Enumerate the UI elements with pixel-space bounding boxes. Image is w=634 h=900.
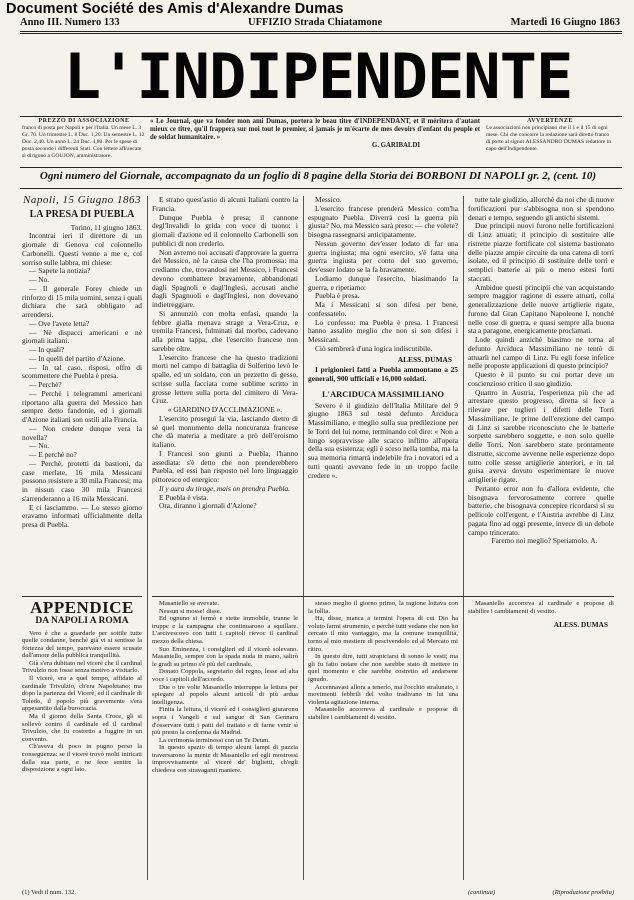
paragraph: stesso meglio il giorno primo, la ragione lottava con la follia. (308, 600, 458, 615)
paragraph: Il vicerè, era a quel tempo, affidato al cardinale Trivulzio, ch'era Napoletano; ma dopo la partenza del Vicerè, ed il cardinale di Toledo, il popolo più gravemente s'era appesantito dalla burocrazia. (22, 675, 142, 713)
paragraph: Il y aura du tirage, mais on prendra Puebla. (159, 483, 291, 493)
paragraph: — Ove l'avete letta? (29, 318, 90, 328)
paragraph: Già s'era dubitato nel vicerè che il cardinal Trivulzio non fosse senza motivo a visitarlo. (22, 659, 142, 675)
paragraph: Pertanto error non fu d'allora evidente, che bisognava fervorosamente correre quelle batterie, che bisognava concepire ricordarsi sì su pellicole coll'ergent, e l'Austria avrebbe di Linz pagata fino ad oggi presente, invece di un debole campo trincerato. (468, 483, 614, 537)
lower-right-column (308, 600, 458, 885)
paragraph: Ciò sembrerà d'una logica indiscutibile. (315, 343, 433, 353)
paragraph: I Francesi son giunti a Puebla, l'hanno assediata: s'è detto che non prenderebbero Puebla, ed essi han risposto nel loro linguaggio pittoresco ed energico: (152, 448, 298, 484)
paragraph: Masaniello se avevate. (159, 600, 219, 607)
paragraph: L'esercito francese che ha questo tradizioni morti nel campo di battaglia di Solferino levò le spalle, ed un soldato, con un pezzetto di gesso, scrisse sulla facciata come sublime scritto in grosse lettere sulla porta del cimitero di Vera-Cruz. (152, 352, 298, 406)
paragraph: In questo dire, tutti strapiciarsi di sonno le vesti; ma gli fu fatto notare che non sarebbe stato di mettere in quel momento e che sarebbe costretto ad andarsene ignudo. (308, 653, 458, 683)
appendice-title: APPENDICE (30, 600, 134, 617)
paragraph: Ora, diranno i giornali d'Azione? (159, 501, 257, 511)
appendice-column (22, 600, 142, 870)
paragraph: Puebla è presa. (315, 291, 360, 301)
paragraph: Severo è il giudizio dell'Italia Militare del 9 giugno 1863 sul testè defunto Arciduca Massimiliano, e meglio sulla sua predilezione per le Torri del lui nome, terminando col dire: « Non a lungo sopravvisse alle scacco inflitto all'opera della sua esistenza; egli è sceso nella tomba, ma la sua memoria rimarrà indelebile fra i novatori ed a tutti quanti avevano fede in un troppo facile credere ». (308, 400, 458, 480)
paragraph: E Puebla è vista. (159, 492, 209, 502)
column-3 (308, 196, 458, 591)
column-2 (152, 196, 298, 591)
paragraph: Vero è che a guardarle per sottile tutte quelle condanne, benchè già vi si sentisse la fortezza del tempo, parevano essere scusate dall'amore della pubblica tranquillità. (22, 629, 142, 660)
top-rule (20, 31, 622, 32)
paragraph: — Non credete dunque vera la novella? (22, 423, 142, 442)
column-divider (463, 196, 464, 880)
motto-signature: G. GARIBALDI (372, 142, 420, 149)
notice-box (486, 118, 614, 166)
paragraph: Si annunziò con molta enfasi, quando la febbre gialla menava strage a Vera-Cruz, e tremila Francesi, fulminati dal morbo, cadevano alla prima tappa, che l'esercito francese non sarebbe oltre. (152, 308, 298, 353)
paragraph: — No. (29, 275, 50, 284)
subscription-text: franco di posta per Napoli e per l'Italia. Un mese L. 3 Gr. 70. Un trimestre L. 8 Duc. 1,20. Un semestre L. 12 Duc. 2,40. Un anno L. 24 Duc. 4,80. Per le spese di posta secondo i differenti Stati. Con lettere affrancate si dirigono a GOUJON, amministratore. (22, 125, 145, 160)
paragraph: Messico. (315, 196, 342, 204)
garibaldi-motto (150, 118, 480, 166)
dispatch: I prigionieri fatti a Puebla ammontano a 25 generali, 900 ufficiali e 16,000 soldati. (308, 365, 458, 383)
paragraph: Quattro in Austria, l'esperienza più che ad arrestare questo progresso, diretta si fece a rilevare per tuglieri i difetti delle Torri Massimiliane, le prime dell'erezione del campo di Linz si sarebbe riconosciuto che le batterie sorpette sarebbero soggette, e non solo quelle delle Torri. Non sarebbero state prontamente distrutte, siccome avvenne nelle esperienze dopo tutto colle stesse artiglierie anteriori, e in tal guisa aveva dovuto esperimentare le nuove artiglierie rigate. (468, 387, 614, 484)
paragraph: L'esercito proseguì la via, lasciando dietro di sè quel monumento della noncuranza francese che dà materia a meditare a prò dell'eroismo italiano. (152, 413, 298, 449)
paragraph: — Nè dispacci americani e nè giornali italiani. (22, 327, 142, 346)
paragraph: — Perchè i telegrammi americani riportano alla guerra del Messico han sempre detto fandonie, ed i giornali d'Azione italiani son ostili alla Francia. (22, 388, 142, 424)
paragraph: Questo è il punto su cui portar deve un coscienzioso critico il suo giudizio. (468, 370, 614, 388)
paragraph: « GIARDINO D'ACCLIMAZIONE ». (167, 405, 283, 414)
dateplace: Torino, 11 giugno 1863. (70, 222, 142, 232)
paragraph: Donato Coppola, segretario del regno, lesse ad alta voce i capitoli dell'accordo. (152, 668, 298, 683)
paragraph: — In quelli del partito d'Azione. (29, 353, 126, 363)
lower-rule (152, 596, 614, 597)
lower-middle-column (152, 600, 298, 885)
paragraph: Incontrai ieri il direttore di un giornale di Genova col colonnello Carbonelli. Questi venne a me e, col sorriso sulle labbra, mi chiese: (22, 231, 142, 267)
signature: ALESS. DUMAS (553, 620, 608, 630)
paragraph: Nessun governo dev'esser lodato di far una guerra ingiusta; ma ogni esercito, s'è fatta una guerra ingiusta per conto del suo governo, dev'esser lodato se la fa bravamente. (308, 238, 458, 274)
continuation-line (468, 889, 614, 896)
paragraph: — Perchè? (29, 380, 62, 389)
banner-rule-top (20, 167, 622, 168)
office-address: UFFIZIO Strada Chiatamone (248, 17, 383, 28)
paragraph: tutte tale giudizio, allorchè da noi che di nuove fortificazioni pur s'abbisogna non si spendono denari e tempo, seguendo gli antichi sistemi. (468, 196, 614, 222)
paragraph: Due o tre volte Masaniello interruppe la lettura per spiegare al popolo alcuni articoli di più ardua intelligenza. (152, 683, 298, 706)
paragraph: L'esercito francese prenderà Messico com'ha espugnato Puebla. Diverrà così la guerra più giusta? No, ma Messico sarà preso: — che volete? bisogna rassegnarsi anticipatamente. (308, 203, 458, 239)
column-divider (303, 196, 304, 880)
paragraph: Accennavasi allora a tenerlo, ma l'occhio stralunato, i movimenti febbrili del volto tradivano in lui una violenta agitazione interna. (308, 683, 458, 706)
notice-heading: AVVERTENZE (527, 118, 573, 124)
footnote: (1) Vedi il num. 132. (22, 889, 77, 896)
paragraph: In questo spazio di tempo alcuni lampi di pazzia traversarono la mente di Masaniello ed egli mostrossi improvvisamente al vicerè de' biglietti, ch'egli chiedeva con stravaganti maniere. (152, 744, 298, 775)
paragraph: — Il generale Forey chiede un rinforzo di 15 mila uomini, senza i quali dichiara che sarà obbligato ad arrendersi. (22, 283, 142, 319)
paragraph: Finita la lettura, il vicerè ed i consiglieri giurarono sopra i Vangeli e sul sangue di San Gennaro d'osservare tutti i patti del trattato e di farne venir sì più presto la conferma da Madrid. (152, 706, 298, 737)
newspaper-title: L'INDIPENDENTE (63, 40, 573, 113)
paragraph: E strano quest'astio di alcuni Italiani contro la Francia. (152, 196, 298, 213)
paragraph: Suo Eminenza, i consiglieri ed il vicerè solevano. Masaniello, sempre con la spada nuda in mano, salirò le gradi su primo s'è più del cardinale. (152, 645, 298, 668)
signature: ALESS. DUMAS (397, 354, 452, 364)
paragraph: Dunque Puebla è presa; il cannone degl'Invalidi lo grida con voce di tuono: i giornali d'azione ed il colonnello Carbonelli son pubblici di non crederlo. (152, 212, 298, 248)
paragraph: Lodiamo dunque l'esercito, biasimando la guerra, e ripetiamo: (308, 273, 458, 292)
section-title: L'ARCIDUCA MASSIMILIANO (321, 388, 445, 399)
paragraph: E ci lasciammo. — Lo stesso giorno eravamo informati ufficialmente della presa di Puebla. (22, 502, 142, 529)
paragraph: Ma il giorno della Santa Croce, gli si sollevò contro il cardinale ed il cardinal Trivulzio, che fu costretto a fuggire in un convento. (22, 713, 142, 743)
paragraph: Ma i Messicani si son difesi per bene, confessatelo. (308, 300, 458, 318)
subscription-heading: PREZZO DI ASSOCIAZIONE (38, 118, 130, 124)
paragraph: Lode quindi anzichè biasimo ne torna al defunto Arciduca Massimiliano ne tentò di attuarli nel campo di Linz. Fu egli forse infelice nelle proposte applicazioni di questo principio? (468, 335, 614, 371)
paragraph: Lo confesso: ma Puebla è presa. I Francesi hanno assalito meglio che non si son difesi i Messicani. (308, 317, 458, 344)
lower-far-right-column (468, 600, 614, 850)
paragraph: Masaniello accorreva al cardinale e propose di stabilire i cambiamenti di vestito. (308, 706, 458, 721)
paragraph: — No. (29, 441, 50, 451)
paragraph: — Sapete la notizia? (29, 266, 91, 276)
column-1 (22, 196, 142, 596)
paragraph: — In tal caso, risposi, offro di scommettere che Puebla è presa. (22, 362, 142, 381)
motto-text: « Le Journal, que va fonder mon ami Dumas, portera le beau titre d'INDÉPENDANT, et il méritera d'autant mieux ce titre, qu'il frappera sur moi tout le premier, si jamais je m'écarte de mes devoirs d'enfant du peuple et de soldat humanitaire. » (150, 118, 480, 141)
notice-text: Le associazioni non principiano che il 1 e il 15 di ogni mese. Chi che concorre la redazione sarà diretto franco di porto al signor ALESSANDRO DUMAS redattore in capo dell'Indipendente. (486, 125, 612, 153)
reproduction-label: (Riproduzione proibita) (552, 889, 614, 896)
paragraph: Ha, disse, manca a termini l'opera di cui Dio ha voluto farmi strumento, e perchè tutti vedano che non ho cercato il mio vantaggio, ma la comune tranquillità, torno al mio mestiere di pescivendolo ed al Mercato mi ritiro. (308, 615, 458, 653)
watermark: Document Société des Amis d'Alexandre Dumas (6, 1, 344, 17)
paragraph: — E perchè no? (29, 450, 77, 459)
paragraph: — Perchè, protetti da bastioni, da case merlate, 16 mila Messicani possono resistere a 30 mila Francesi; ma in nissun caso 30 mila Francesi s'arrenderanno a 16 mila Messicani. (22, 458, 142, 503)
banner-rule-bottom (20, 188, 622, 189)
dateline: Napoli, 15 Giugno 1863 (23, 196, 141, 206)
paragraph: Ambidue questi principii che van acquistando sempre maggior ragione di essere attuati, colla generalizzazione delle nuove artiglierie rigate, furono dal Gran Capitano Napoleone I, nonchè nelle cose di guerra, e quasi sempre alla buona sta a paragone, energicamente proclamati. (468, 282, 614, 336)
issue-number: Anno III. Numero 133 (20, 17, 120, 28)
masthead-rule (20, 116, 622, 117)
continua-label: (continua) (468, 889, 496, 896)
paragraph: Ed ognuno si fermò e stette immobile, tranne le truppe e la campagna che continuarono a squillare. L'arcivescovo con tutti i capitoli rievoc il cardinal mezzo della chiesa. (152, 615, 298, 645)
headline-puebla: LA PRESA DI PUEBLA (29, 208, 135, 220)
issue-date: Martedì 16 Giugno 1863 (510, 17, 620, 28)
banner: Ogni numero del Giornale, accompagnato da un foglio di 8 pagine della Storia dei BORBONI DI NAPOLI gr. 2, (cent. 10) (39, 170, 597, 182)
top-rule-2 (20, 33, 622, 34)
paragraph: Ch'aveva di poco in pugno perso la conseguenza: se il vicerè trovò molti intricati dalla sua parte, e ne fece sentire la disposizione a ogni lato. (22, 743, 142, 774)
paragraph: Due principii nuovi furono nelle fortificazioni di Linz attuati; il principio di sostituire alle ristrette piazze fortificate col sistema bastionato delle piazze ampie circuite da una catena di torri isolate, ed il principio di sostituire delle torri e semplici batterie ai più o meno estesi forti staccati. (468, 221, 614, 283)
column-divider (147, 196, 148, 880)
subscription-box (22, 118, 146, 166)
appendice-subtitle: DA NAPOLI A ROMA (35, 615, 129, 626)
paragraph: Masaniello accorreva al cardinale e propose di stabilire i cambiamenti di vestito. (468, 600, 614, 615)
issue-line (20, 16, 620, 29)
paragraph: Nessun si mosse! disse. (159, 607, 222, 615)
appendice-rule (22, 596, 142, 597)
column-4 (468, 196, 614, 591)
paragraph: Non avremo noi accusati d'approvare la guerra del Messico, nè la causa che l'ha promossa: ma crediamo che, trovandosi nel Messico, i Francesi devono combattere bravamente, abbandonati dagli Spagnoli e dagl'Inglesi, accusati anche dagli Spagnuoli e dagl'Inglesi, non dovevano indietreggiare. (152, 247, 298, 309)
paragraph: — In quali? (29, 345, 65, 354)
paragraph: La cerimonia terminossi con un Te Deum. (159, 736, 270, 744)
closing: Faremo noi meglio? Speriamolo. A. (491, 536, 598, 546)
